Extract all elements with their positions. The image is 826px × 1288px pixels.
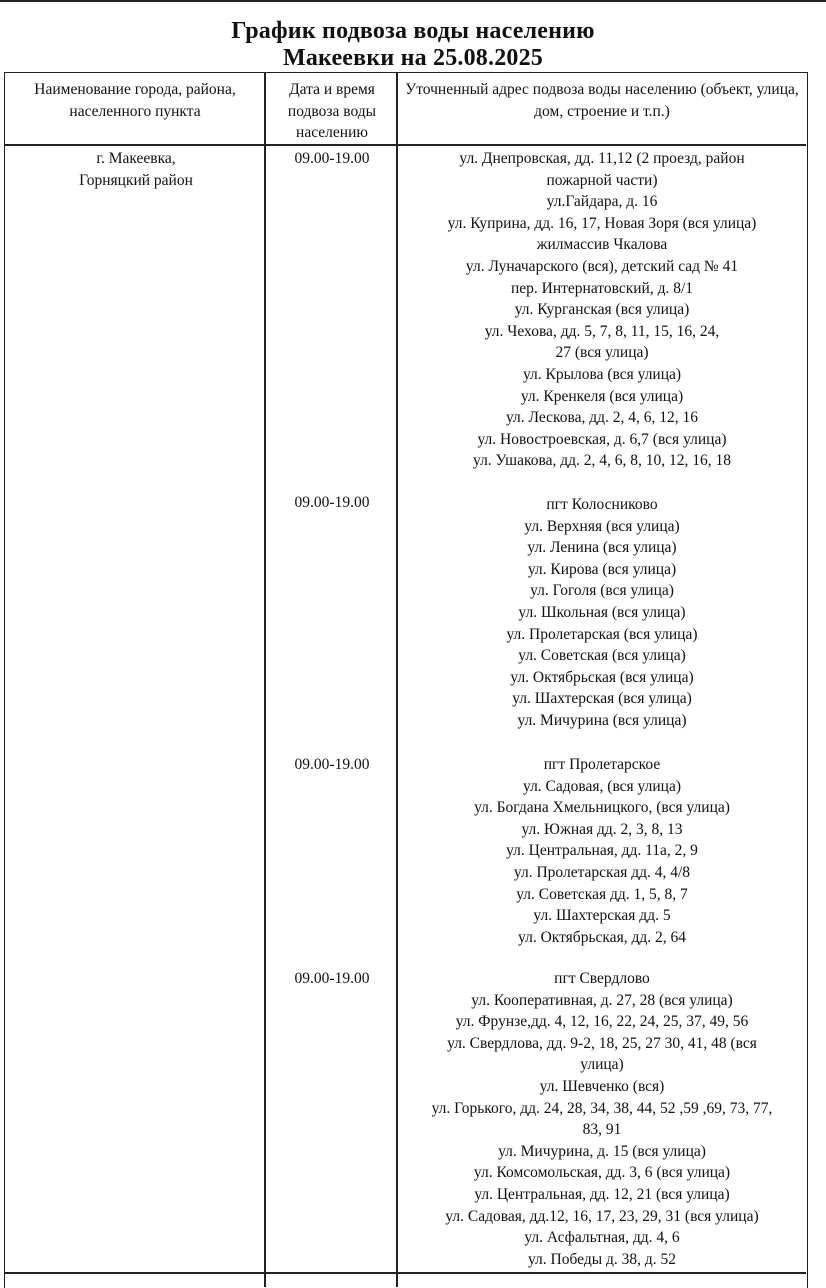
next-row-fragment <box>4 1274 806 1282</box>
header-address: Уточненный адрес подвоза воды населению (объект, улица, дом, строение и т.п.) <box>405 81 799 120</box>
address-line: ул. Шахтерская (вся улица) <box>512 690 692 708</box>
time-cell-2: 09.00-19.00 <box>294 494 370 511</box>
address-line: ул. Садовая, (вся улица) <box>523 777 681 795</box>
address-line: ул. Крылова (вся улица) <box>522 365 682 383</box>
address-line: ул. Асфальтная, дд. 4, 6 <box>524 1229 680 1247</box>
document-title <box>0 18 826 72</box>
address-line: ул. Днепровская, дд. 11,12 (2 проезд, район <box>459 150 745 167</box>
address-line: ул. Шевченко (вся) <box>539 1077 665 1095</box>
address-line: ул. Советская (вся улица) <box>518 647 686 665</box>
address-line: ул. Шахтерская дд. 5 <box>533 907 671 925</box>
address-line: ул. Центральная, дд. 12, 21 (вся улица) <box>474 1185 730 1203</box>
address-line: ул. Новостроевская, д. 6,7 (вся улица) <box>477 430 727 448</box>
address-block-3 <box>398 754 806 948</box>
address-line: 27 (вся улица) <box>555 344 649 362</box>
address-block-2 <box>398 494 806 732</box>
address-line: пгт Пролетарское <box>543 756 661 773</box>
address-block-1 <box>398 148 806 472</box>
address-line: ул. Мичурина (вся улица) <box>517 711 687 729</box>
title-line-1: График подвоза воды населению <box>231 18 595 44</box>
address-line: ул. Верхняя (вся улица) <box>524 517 680 535</box>
address-line: 83, 91 <box>582 1121 622 1139</box>
address-line: ул. Гоголя (вся улица) <box>530 582 674 600</box>
address-line: ул. Советская дд. 1, 5, 8, 7 <box>516 885 688 903</box>
address-line: ул. Ленина (вся улица) <box>527 539 677 557</box>
place-cell <box>6 148 266 191</box>
time-cell-3: 09.00-19.00 <box>294 756 370 773</box>
address-block-4 <box>398 968 806 1270</box>
address-line: ул. Пролетарская дд. 4, 4/8 <box>513 863 691 881</box>
address-line: пгт Свердлово <box>554 970 650 987</box>
address-line: ул. Садовая, дд.12, 16, 17, 23, 29, 31 (вся улица) <box>445 1207 759 1225</box>
address-line: ул. Свердлова, дд. 9-2, 18, 25, 27 30, 41, 48 (вся <box>447 1034 757 1052</box>
header-divider <box>4 144 806 146</box>
address-line: ул. Чехова, дд. 5, 7, 8, 11, 15, 16, 24, <box>484 322 720 340</box>
header-place: Наименование города, района, населенного пункта <box>34 81 236 120</box>
title-line-2: Макеевки на 25.08.2025 <box>282 45 544 71</box>
address-line: ул. Фрунзе,дд. 4, 12, 16, 22, 24, 25, 37, 49, 56 <box>455 1013 749 1031</box>
address-line: ул. Центральная, дд. 11а, 2, 9 <box>506 842 698 860</box>
address-line: ул. Комсомольская, дд. 3, 6 (вся улица) <box>473 1164 731 1182</box>
address-line: ул. Горького, дд. 24, 28, 34, 38, 44, 52 ,59 ,69, 73, 77, <box>431 1099 773 1117</box>
address-line: ул. Пролетарская (вся улица) <box>506 625 698 643</box>
time-cell-1: 09.00-19.00 <box>294 150 370 167</box>
place-city: г. Макеевка, <box>96 150 176 167</box>
address-line: ул. Лескова, дд. 2, 4, 6, 12, 16 <box>505 409 699 427</box>
column-divider-1 <box>264 72 266 1287</box>
address-line: ул. Октябрьская (вся улица) <box>510 668 694 686</box>
place-district: Горняцкий район <box>79 171 193 189</box>
address-line: ул. Кренкеля (вся улица) <box>520 387 684 405</box>
address-line: ул. Победы д. 38, д. 52 <box>527 1250 677 1268</box>
address-line: ул. Куприна, дд. 16, 17, Новая Зоря (вся улица) <box>447 214 757 232</box>
address-line: улица) <box>580 1056 624 1074</box>
address-line: ул. Курганская (вся улица) <box>514 301 690 319</box>
address-line: пгт Колосниково <box>546 496 658 513</box>
address-line: ул. Кирова (вся улица) <box>527 560 677 578</box>
address-line: ул. Ушакова, дд. 2, 4, 6, 8, 10, 12, 16, 18 <box>473 452 731 470</box>
address-line: пер. Интернатовский, д. 8/1 <box>510 279 694 297</box>
address-line: пожарной части) <box>546 171 658 189</box>
header-datetime: Дата и время подвоза воды населению <box>287 81 377 141</box>
address-line: ул.Гайдара, д. 16 <box>546 193 658 211</box>
address-line: жилмассив Чкалова <box>536 236 668 254</box>
address-line: ул. Луначарского (вся), детский сад № 41 <box>465 257 739 275</box>
address-line: ул. Мичурина, д. 15 (вся улица) <box>498 1142 706 1160</box>
address-line: ул. Богдана Хмельницкого, (вся улица) <box>474 799 730 817</box>
top-border-line <box>0 0 826 2</box>
address-line: ул. Школьная (вся улица) <box>518 603 686 621</box>
address-line: ул. Октябрьская, дд. 2, 64 <box>518 928 686 946</box>
address-line: ул. Кооперативная, д. 27, 28 (вся улица) <box>471 991 733 1009</box>
time-cell-4: 09.00-19.00 <box>294 970 370 987</box>
address-line: ул. Южная дд. 2, 3, 8, 13 <box>521 820 683 838</box>
